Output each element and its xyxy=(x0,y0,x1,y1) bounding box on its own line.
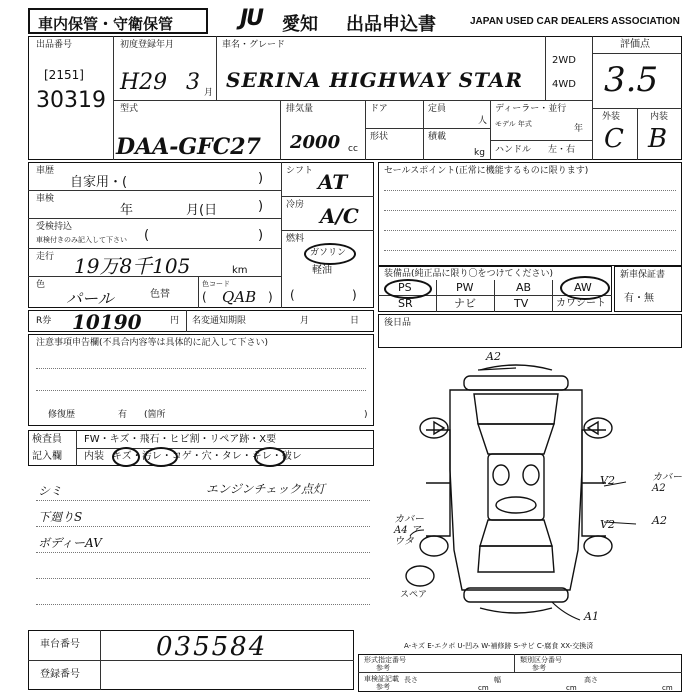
handle-label: ハンドル xyxy=(495,145,532,155)
fuel-gasoline: ガソリン xyxy=(310,248,347,258)
color-code-close: ) xyxy=(268,290,273,304)
equip-navi: ナビ xyxy=(454,297,476,310)
mark-right-cover-a2: カバー A2 xyxy=(652,472,682,494)
equip-ps: PS xyxy=(398,281,412,294)
dealer-label: ディーラー・並行 xyxy=(495,104,567,114)
storage-badge xyxy=(28,8,208,34)
equip-pw: PW xyxy=(456,281,474,294)
warranty-label: 新車保証書 xyxy=(620,270,666,280)
lot-subnumber: [2151] xyxy=(44,68,84,82)
history-close: ) xyxy=(258,171,264,186)
load-unit: kg xyxy=(474,148,485,158)
load-label: 積載 xyxy=(428,132,447,142)
history-label: 車歴 xyxy=(36,166,55,176)
score-label: 評価点 xyxy=(620,39,650,50)
width-unit: cm xyxy=(566,684,577,692)
shape-label: 形状 xyxy=(370,132,389,142)
capacity-unit: 人 xyxy=(478,116,488,126)
width-label: 幅 xyxy=(494,676,501,684)
equip-sr: SR xyxy=(398,297,413,310)
interior-label: 内装 xyxy=(650,112,669,122)
equip-ab: AB xyxy=(516,281,532,294)
note-underbody: 下廻りS xyxy=(38,510,83,524)
ju-logo-mark: JU xyxy=(240,6,263,31)
name-change-day: 日 xyxy=(350,316,360,326)
r-ticket-unit: 円 xyxy=(170,316,180,326)
mark-right-a2: A2 xyxy=(652,514,667,527)
height-unit: cm xyxy=(662,684,673,692)
shift-value: AT xyxy=(318,170,348,194)
inspector-circle-scratch xyxy=(112,447,140,467)
mark-left-cover-a4: カバー A4 アウタ xyxy=(394,514,424,547)
mark-front-a2: A2 xyxy=(486,350,501,363)
exterior-grade: C xyxy=(604,124,624,154)
chassis-value: 035584 xyxy=(156,632,268,662)
inspector-circle-sag xyxy=(254,447,286,467)
doors-label: ドア xyxy=(370,104,388,114)
inspector-label-2: 記入欄 xyxy=(32,451,62,462)
displacement-value: 2000 xyxy=(290,132,341,153)
form-subtitle: JAPAN USED CAR DEALERS ASSOCIATION xyxy=(470,16,680,27)
name-change-month: 月 xyxy=(300,316,310,326)
logo-place: 愛知 xyxy=(282,14,318,35)
lot-number: 30319 xyxy=(36,88,106,113)
handle-value: 左・右 xyxy=(548,145,576,155)
r-ticket-value: 10190 xyxy=(72,310,142,334)
note-body: ボディーAV xyxy=(38,536,102,550)
notes-label: 注意事項申告欄(不具合内容等は具体的に記入して下さい) xyxy=(36,338,269,348)
ac-value: A/C xyxy=(320,204,359,228)
mark-right-v2-top: V2 xyxy=(600,474,615,487)
later-date-label: 後日品 xyxy=(384,318,412,328)
inspector-row-2-tag: 内装 xyxy=(84,451,104,462)
registration-era: H29 xyxy=(120,70,168,95)
registration-month: 3 xyxy=(186,70,200,95)
mark-right-v2-bottom: V2 xyxy=(600,518,615,531)
damage-legend: A-キズ E-エクボ U-凹み W-補修跡 S-サビ C-腐食 XX-交換済 xyxy=(404,642,594,650)
car-diagram xyxy=(404,350,680,650)
inspection-close: ) xyxy=(258,199,264,214)
r-ticket-label: R券 xyxy=(36,316,52,326)
fuel-open: ( xyxy=(290,288,295,302)
equip-circle-aw xyxy=(560,276,610,300)
repair-value: 有 xyxy=(118,410,128,420)
score-value: 3.5 xyxy=(604,60,659,100)
later-date-box xyxy=(378,314,682,348)
inspection-label: 車検 xyxy=(36,194,55,204)
length-unit: cm xyxy=(478,684,489,692)
registration-month-unit: 月 xyxy=(204,88,214,98)
lot-label: 出品番号 xyxy=(36,40,73,50)
inspector-circle-stain xyxy=(144,447,178,467)
sales-point-label: セールスポイント(正常に機能するものに限ります) xyxy=(384,166,589,176)
permit-open: ( xyxy=(144,228,150,243)
color-code-value: QAB xyxy=(222,288,257,306)
storage-badge-text: 車内保管・守衛保管 xyxy=(38,15,174,33)
color-code-open: ( xyxy=(202,290,207,304)
capacity-label: 定員 xyxy=(428,104,447,114)
inspection-month: 月(日 xyxy=(186,203,218,218)
chassis-label: 車台番号 xyxy=(40,639,80,650)
color-label: 色 xyxy=(36,280,46,290)
height-label: 高さ xyxy=(584,676,598,684)
interior-grade: B xyxy=(648,124,668,154)
cert-sub: 参考 xyxy=(376,683,390,691)
equip-leather: カワシート xyxy=(556,298,606,309)
ac-label: 冷房 xyxy=(286,200,305,210)
color-value: パール xyxy=(66,289,114,308)
equip-tv: TV xyxy=(514,297,529,310)
inspector-row-2: キズ・汚レ・コゲ・穴・タレ・キレ・破レ xyxy=(112,451,302,462)
inspector-row-1: FW・キズ・飛石・ヒビ割・リペア跡・X要 xyxy=(84,434,277,445)
form-no-sub: 参考 xyxy=(376,664,390,672)
spare-label: スペア xyxy=(400,590,428,600)
inspection-year: 年 xyxy=(120,203,134,218)
color-change-label: 色替 xyxy=(150,289,170,300)
repair-label: 修復歴 xyxy=(48,410,76,420)
car-name-label: 車名・グレード xyxy=(222,40,286,50)
length-label: 長さ xyxy=(404,676,418,684)
displacement-unit: cc xyxy=(348,144,358,154)
warranty-value: 有・無 xyxy=(624,293,654,304)
equip-circle-ps xyxy=(384,279,432,299)
fuel-close: ) xyxy=(352,288,357,302)
displacement-label: 排気量 xyxy=(286,104,314,114)
permit-close: ) xyxy=(258,228,264,243)
mileage-value: 19万8千105 xyxy=(74,254,191,278)
inspector-label-1: 検査員 xyxy=(32,434,62,445)
color-code-label: 色コード xyxy=(202,280,230,288)
model-year-label: モデル 年式 xyxy=(495,120,532,128)
fuel-diesel: 軽油 xyxy=(312,265,332,276)
permit-label: 受検持込 xyxy=(36,222,73,232)
note-engine-check: エンジンチェック点灯 xyxy=(206,482,326,496)
class-label: 類別区分番号 xyxy=(520,656,562,664)
history-value: 自家用・( xyxy=(70,175,128,190)
note-stain: シミ xyxy=(38,484,63,498)
repair-close: ) xyxy=(364,410,368,420)
car-name-value: SERINA HIGHWAY STAR xyxy=(226,68,523,92)
model-value: DAA-GFC27 xyxy=(116,134,261,160)
exterior-label: 外装 xyxy=(602,112,621,122)
form-title: 出品申込書 xyxy=(346,14,436,35)
registration-label: 初度登録年月 xyxy=(120,40,175,50)
form-no-label: 形式指定番号 xyxy=(364,656,406,664)
mark-rear-a1: A1 xyxy=(584,610,599,623)
mileage-label: 走行 xyxy=(36,252,55,262)
drive-4wd: 4WD xyxy=(552,79,576,90)
permit-note: 車検付きのみ記入して下さい xyxy=(36,236,127,244)
shift-label: シフト xyxy=(286,166,314,176)
mileage-unit: km xyxy=(232,265,248,276)
registration-no-label: 登録番号 xyxy=(40,669,80,680)
model-label: 型式 xyxy=(120,104,139,114)
equip-aw: AW xyxy=(574,281,592,294)
year-unit: 年 xyxy=(574,124,584,134)
equipment-label: 装備品(純正品に限り〇をつけてください) xyxy=(384,269,554,279)
cert-label: 車検証記載 xyxy=(364,675,399,683)
ju-logo xyxy=(240,6,262,31)
drive-2wd: 2WD xyxy=(552,55,576,66)
fuel-label: 燃料 xyxy=(286,234,305,244)
repair-part: (箇所 xyxy=(144,410,166,420)
class-sub: 参考 xyxy=(532,664,546,672)
name-change-label: 名変通知期限 xyxy=(192,316,247,326)
